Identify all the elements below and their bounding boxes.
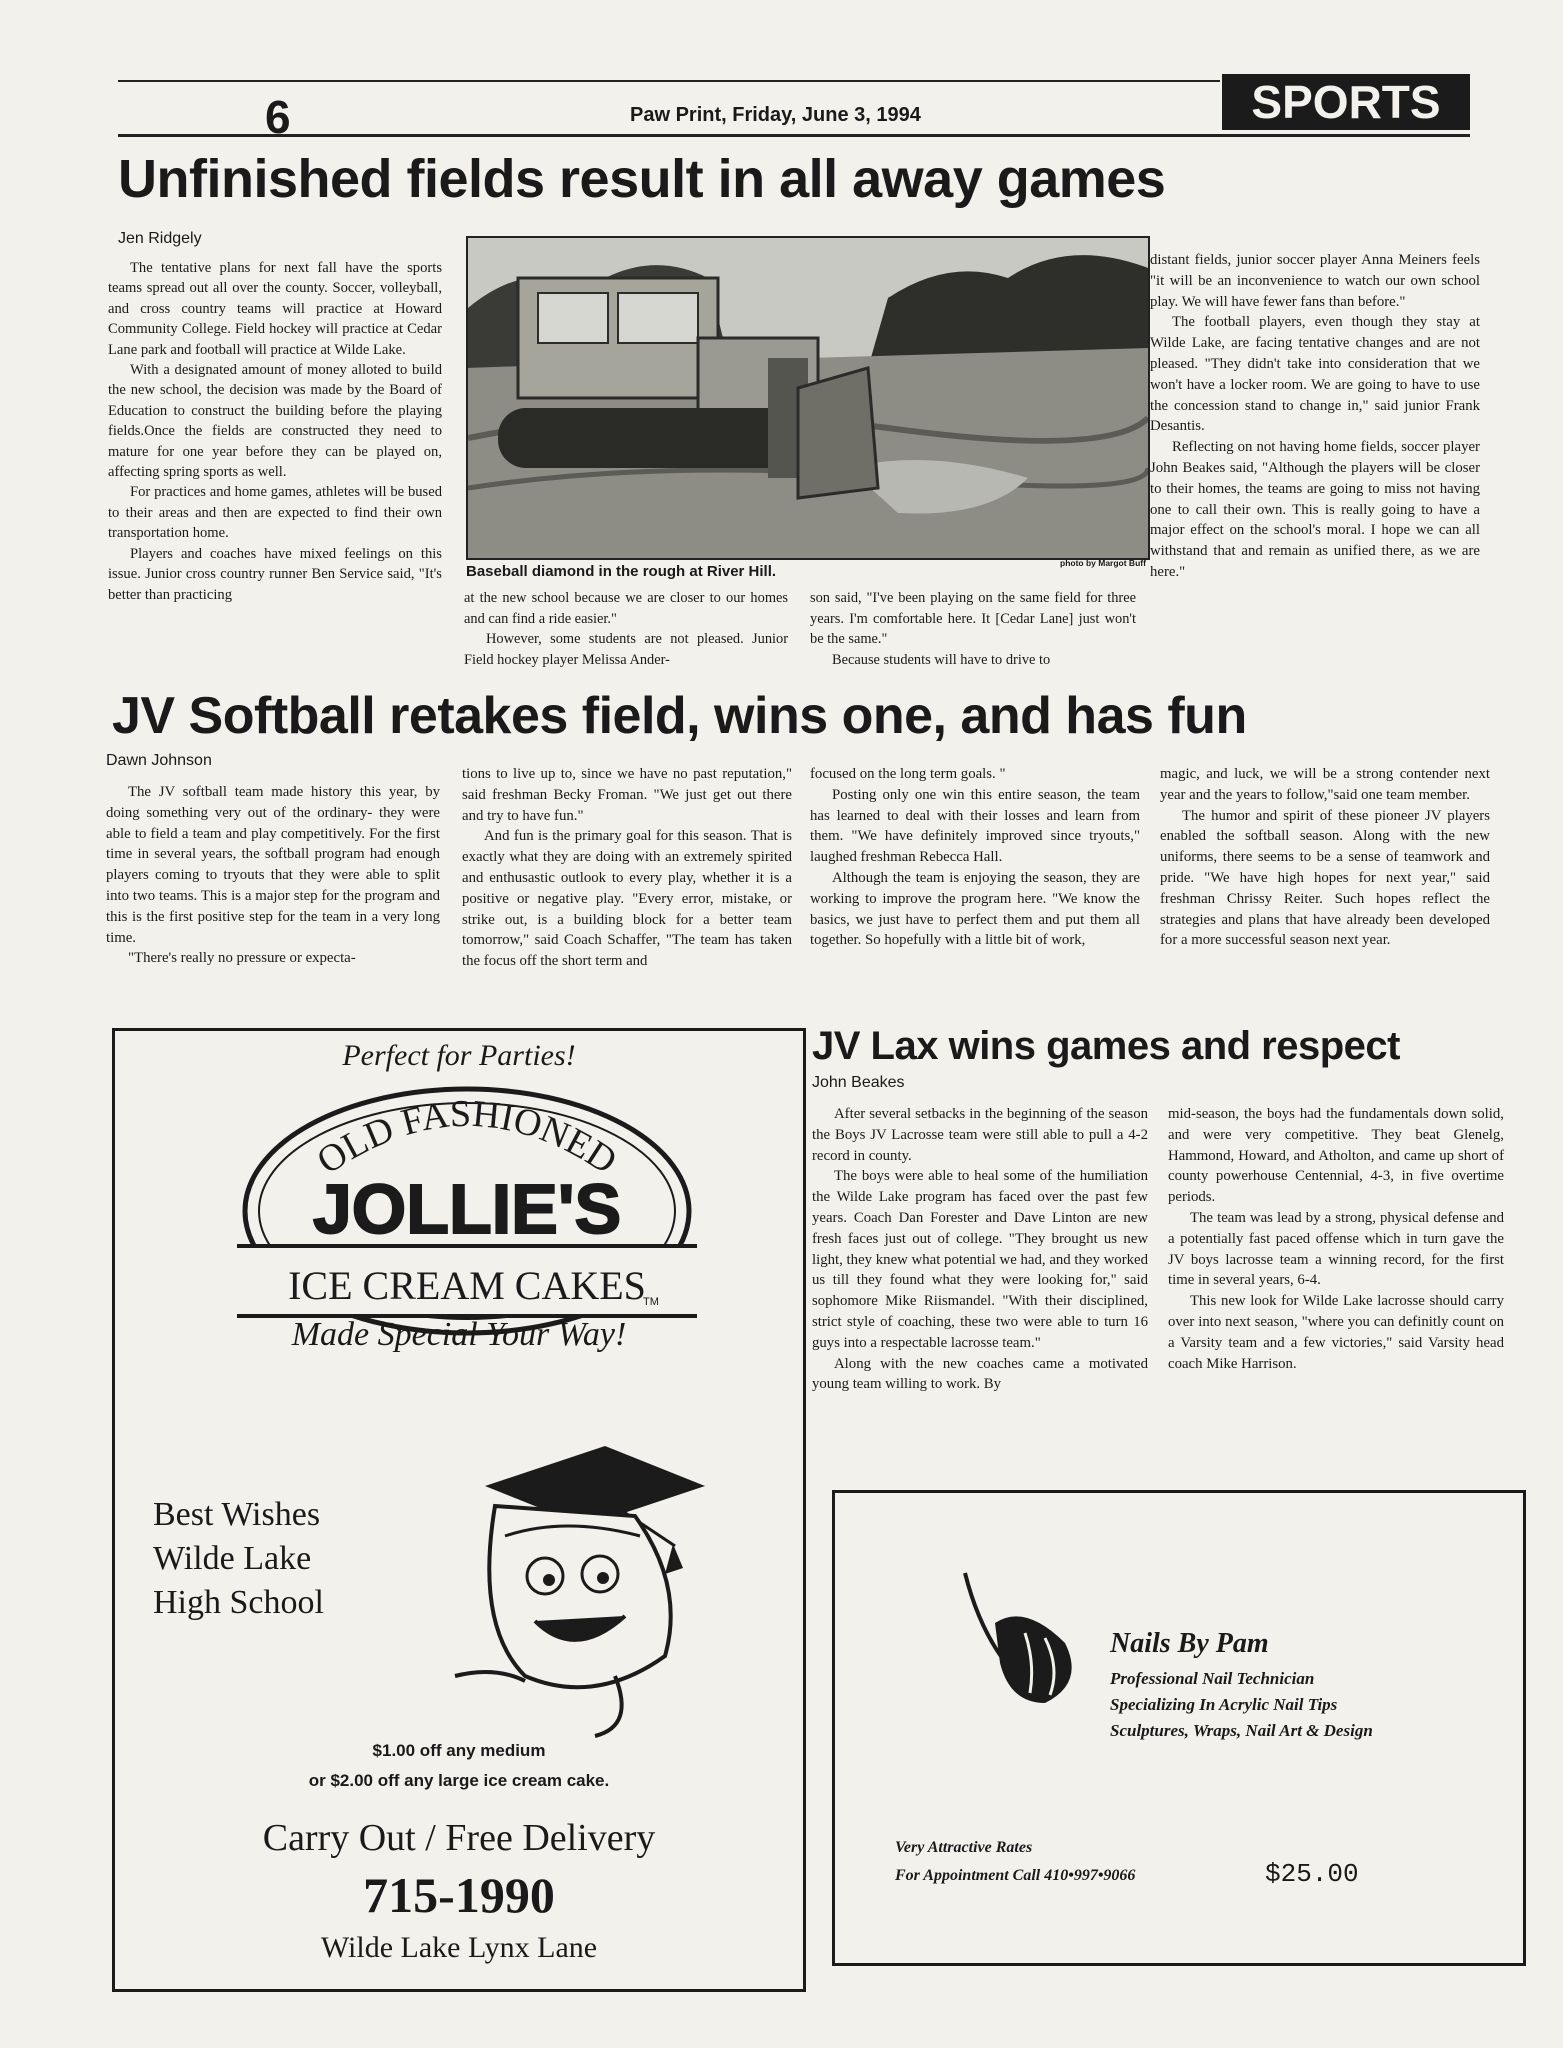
paragraph: The football players, even though they stay at Wilde Lake, are facing tentative changes and are not pleased. "They didn't take into consideration that we won't have a locker room. We are going to have to use the concession stand to change in," said junior Frank Desantis. xyxy=(1150,314,1480,435)
offer-line-2: or $2.00 off any large ice cream cake. xyxy=(308,1771,610,1790)
ad-top-line: Perfect for Parties! xyxy=(342,1039,576,1072)
brand-text: JOLLIE'S xyxy=(312,1170,622,1248)
article1-column-3 xyxy=(810,588,1136,670)
paragraph: The JV softball team made history this year, by doing something very out of the ordinary- they were able to field a team and play competitively. For the first time in several years, the softball program had enough players coming to tryouts that they were able to split into two teams. This is a major step for the program and this is the first positive step for the team in a very long time. xyxy=(106,784,440,946)
wishes-line: High School xyxy=(153,1584,324,1621)
paragraph: The boys were able to heal some of the humiliation the Wilde Lake program has faced over the past few years. Coach Dan Forester and Dave Linton are new fresh faces just out of college. "They brought us new light, they knew what potential we had, and they worked us till they found what they were looking for," said sophomore Mike Riismandel. "With their disciplined, strict style of coaching, these two were able to turn 16 guys into a respectable lacrosse team." xyxy=(812,1168,1148,1351)
rates-line: Very Attractive Rates xyxy=(895,1839,1033,1856)
article2-byline: Dawn Johnson xyxy=(106,752,212,769)
folio-line: Paw Print, Friday, June 3, 1994 xyxy=(630,104,921,126)
paragraph: "There's really no pressure or expecta- xyxy=(128,950,356,967)
article1-column-4 xyxy=(1150,250,1480,583)
paragraph: at the new school because we are closer to our homes and can find a ride easier." xyxy=(464,590,788,627)
best-wishes-block xyxy=(153,1493,324,1625)
paragraph: Posting only one win this entire season, the team has learned to deal with their losses and learn from them. "We have definitely improved since tryouts," laughed freshman Rebecca Hall. xyxy=(810,786,1140,866)
paragraph: The team was lead by a strong, physical defense and a potentially fast paced offense which in turn gave the JV boys lacrosse team a winning record, for the first time in several years, 6-4. xyxy=(1168,1209,1504,1289)
paragraph: For practices and home games, athletes will be bused to their areas and then are expected to find their own transportation home. xyxy=(108,484,442,542)
service-line-3: Sculptures, Wraps, Nail Art & Design xyxy=(1110,1721,1373,1740)
service-line-2: Specializing In Acrylic Nail Tips xyxy=(1110,1695,1338,1714)
jollies-logo xyxy=(237,1081,697,1341)
paragraph: magic, and luck, we will be a strong contender next year and the years to follow,"said one team member. xyxy=(1160,766,1490,803)
article1-headline: Unfinished fields result in all away games xyxy=(118,149,1166,209)
article2-column-3 xyxy=(810,764,1140,951)
photo-image xyxy=(468,238,1148,558)
paragraph: Players and coaches have mixed feelings on this issue. Junior cross country runner Ben Service said, "It's better than practicing xyxy=(108,545,442,603)
banner-text: ICE CREAM CAKES xyxy=(288,1263,646,1308)
paragraph: Although the team is enjoying the season, they are working to improve the program here. "We know the basics, we just have to perfect them and put them all together. So hopefully with a little bit of work, xyxy=(810,869,1140,949)
paragraph: Along with the new coaches came a motivated young team willing to work. By xyxy=(812,1355,1148,1393)
bulldozer-photo xyxy=(466,236,1150,560)
paragraph: This new look for Wilde Lake lacrosse should carry over into next season, "where you can definitly count on a Varsity team and a few victories," said Varsity head coach Mike Harrison. xyxy=(1168,1293,1504,1372)
paragraph: distant fields, junior soccer player Anna Meiners feels "it will be an inconvenience to watch our own school play. We will have fewer fans than before." xyxy=(1150,252,1480,310)
page-number: 6 xyxy=(265,91,291,143)
wishes-line: Best Wishes xyxy=(153,1496,321,1533)
arc-text: OLD FASHIONED xyxy=(309,1092,625,1183)
photo-credit: photo by Margot Buff xyxy=(1060,558,1146,568)
article1-column-2 xyxy=(464,588,788,670)
nails-ad xyxy=(832,1490,1526,1966)
paragraph: The tentative plans for next fall have the sports teams spread out all over the county. Soccer, volleyball, and cross country teams will practice at Howard Community College. Field hockey will practice at Cedar Lane park and football will practice at Wilde Lake. xyxy=(108,260,442,358)
paragraph: Because students will have to drive to xyxy=(832,651,1051,668)
appointment-line: For Appointment Call 410•997•9066 xyxy=(895,1867,1136,1884)
article3-byline: John Beakes xyxy=(812,1074,905,1091)
paragraph: After several setbacks in the beginning of the season the Boys JV Lacrosse team were still able to pull a 4-2 record in county. xyxy=(812,1106,1148,1164)
business-name: Nails By Pam xyxy=(1110,1628,1269,1659)
ad-tagline: Made Special Your Way! xyxy=(291,1316,627,1353)
paragraph: Reflecting on not having home fields, soccer player John Beakes said, "Although the players will be closer to their homes, the teams are going to miss not having one to call their own. This is really going to have a major effect on the school's moral. I hope we can all withstand that and remain as unified there, as we are here." xyxy=(1150,439,1480,580)
price-label: $25.00 xyxy=(1265,1859,1359,1889)
paragraph: son said, "I've been playing on the same field for three years. I'm comfortable here. It [Cedar Lane] just won't be the same." xyxy=(810,590,1136,648)
wishes-line: Wilde Lake xyxy=(153,1540,312,1577)
article3-column-1 xyxy=(812,1104,1148,1395)
phone-number: 715-1990 xyxy=(363,1867,555,1923)
article1-byline: Jen Ridgely xyxy=(118,230,202,247)
address-line: Wilde Lake Lynx Lane xyxy=(320,1931,598,1964)
article2-column-2 xyxy=(462,764,792,972)
article3-headline: JV Lax wins games and respect xyxy=(812,1024,1400,1068)
article3-column-2 xyxy=(1168,1104,1504,1374)
paragraph: tions to live up to, since we have no past reputation," said freshman Becky Froman. "We just get out there and try to have fun." xyxy=(462,766,792,824)
offer-line-1: $1.00 off any medium xyxy=(372,1741,546,1760)
article2-column-1 xyxy=(106,782,440,969)
jollies-ad xyxy=(112,1028,806,1992)
trademark-mark: TM xyxy=(643,1296,659,1308)
article2-column-4 xyxy=(1160,764,1490,951)
paragraph: The humor and spirit of these pioneer JV players enabled the softball season. Along with the new uniforms, there seems to be a sense of teamwork and pride. "We have high hopes for next year," said freshman Chrissy Reiter. Such hopes reflect the strategies and plans that have already been developed for a more successful season next year. xyxy=(1160,807,1490,949)
nail-tip-icon xyxy=(955,1563,1095,1713)
section-label: SPORTS xyxy=(1222,74,1470,130)
masthead-top-rule xyxy=(118,80,1220,82)
paragraph: focused on the long term goals. " xyxy=(810,766,1006,782)
paragraph: With a designated amount of money alloted to build the new school, the decision was made by the Board of Education to construct the building before the playing fields.Once the fields are constructed they need to mature for one year before they can be played on, affecting spring sports as well. xyxy=(108,362,442,481)
article2-headline: JV Softball retakes field, wins one, and has fun xyxy=(112,687,1247,745)
paragraph: However, some students are not pleased. Junior Field hockey player Melissa Ander- xyxy=(464,631,788,668)
article1-column-1 xyxy=(108,258,442,605)
masthead-bottom-rule xyxy=(118,134,1470,137)
paragraph: mid-season, the boys had the fundamentals down solid, and were very competitive. They beat Glenelg, Hammond, Howard, and Atholton, and came up short of county powerhouse Centennial, 4-3, in five overtime periods. xyxy=(1168,1106,1504,1206)
photo-caption: Baseball diamond in the rough at River Hill. xyxy=(466,563,777,580)
paragraph: And fun is the primary goal for this season. That is exactly what they are doing with an extremely spirited and enthusastic outlook to every play, whether it is a positive or negative play. "Every error, mistake, or strike out, is a building block for a better team tomorrow," said Coach Schaffer, "The team has taken the focus off the short term and xyxy=(462,828,792,970)
mascot-cake-icon xyxy=(415,1426,715,1746)
service-line-1: Professional Nail Technician xyxy=(1110,1669,1315,1688)
service-line: Carry Out / Free Delivery xyxy=(262,1817,656,1859)
